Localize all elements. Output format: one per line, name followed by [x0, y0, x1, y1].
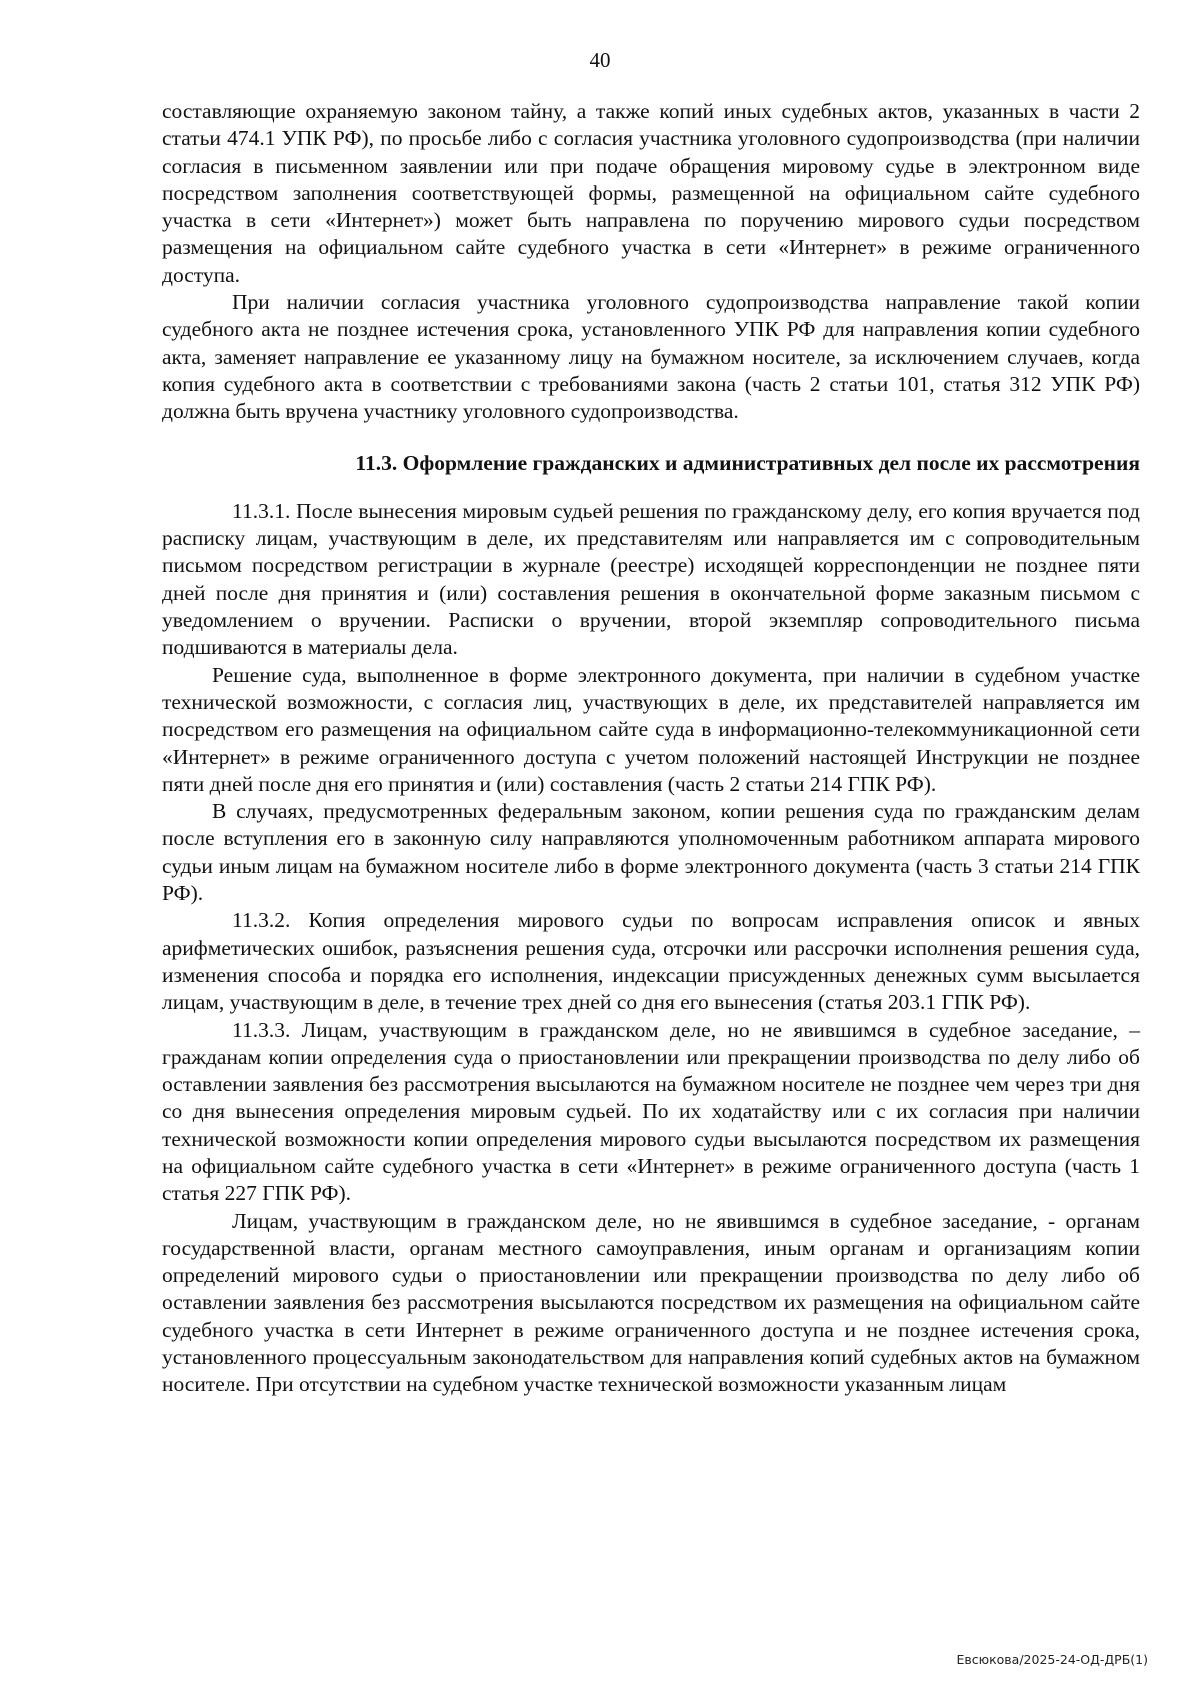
- paragraph-11-3-1: 11.3.1. После вынесения мировым судьей решения по гражданскому делу, его копия вручается под расписку лицам, участвующим в деле, их представителям или направляется им с сопроводительным письмом посредством регистрации в журнале (реестре) исходящей корреспонденции не позднее пяти дней после дня принятия и (или) составления решения в окончательной форме заказным письмом с уведомлением о вручении. Расписки о вручении, второй экземпляр сопроводительного письма подшиваются в материалы дела.: [162, 498, 1140, 660]
- section-heading-11-3: 11.3. Оформление гражданских и административных дел после их рассмотрения: [355, 450, 1140, 475]
- document-body: [162, 98, 1140, 1399]
- paragraph-authorities-copies: Лицам, участвующим в гражданском деле, но не явившимся в судебное заседание, - органам государственной власти, органам местного самоуправления, иным органам и организациям копии определений мирового судьи о приостановлении или прекращении производства по делу либо об оставлении заявления без рассмотрения высылаются посредством их размещения на официальном сайте судебного участка в сети Интернет в режиме ограниченного доступа и не позднее истечения срока, установленного процессуальным законодательством для направления копий судебных актов на бумажном носителе. При отсутствии на судебном участке технической возможности указанным лицам: [162, 1208, 1140, 1397]
- document-footer-code: Евсюкова/2025-24-ОД-ДРБ(1): [956, 1652, 1148, 1667]
- paragraph-electronic-decision: Решение суда, выполненное в форме электронного документа, при наличии в судебном участке технической возможности, с согласия лиц, участвующих в деле, их представителей направляется им посредством его размещения на официальном сайте суда в информационно-телекоммуникационной сети «Интернет» в режиме ограниченного доступа с учетом положений настоящей Инструкции не позднее пяти дней после дня его принятия и (или) составления (часть 2 статьи 214 ГПК РФ).: [162, 662, 1140, 796]
- page-number: 40: [589, 48, 611, 72]
- paragraph-federal-law-cases: В случаях, предусмотренных федеральным законом, копии решения суда по гражданским делам после вступления его в законную силу направляются уполномоченным работником аппарата мирового судьи иным лицам на бумажном носителе либо в форме электронного документа (часть 3 статьи 214 ГПК РФ).: [162, 799, 1140, 906]
- paragraph-continuation: составляющие охраняемую законом тайну, а также копий иных судебных актов, указанных в части 2 статьи 474.1 УПК РФ), по просьбе либо с согласия участника уголовного судопроизводства (при наличии согласия в письменном заявлении или при подаче обращения мировому судье в электронном виде посредством заполнения соответствующей формы, размещенной на официальном сайте судебного участка в сети «Интернет») может быть направлена по поручению мирового судьи посредством размещения на официальном сайте судебного участка в сети «Интернет» в режиме ограниченного доступа.: [162, 99, 1140, 287]
- paragraph-11-3-3: 11.3.3. Лицам, участвующим в гражданском деле, но не явившимся в судебное заседание, – гражданам копии определения суда о приостановлении или прекращении производства по делу либо об оставлении заявления без рассмотрения высылаются на бумажном носителе не позднее чем через три дня со дня вынесения определения мировым судьей. По их ходатайству или с их согласия при наличии технической возможности копии определения мирового судьи высылаются посредством их размещения на официальном сайте судебного участка в сети «Интернет» в режиме ограниченного доступа (часть 1 статья 227 ГПК РФ).: [162, 1017, 1140, 1206]
- paragraph-consent-electronic-copy: При наличии согласия участника уголовного судопроизводства направление такой копии судебного акта не позднее истечения срока, установленного УПК РФ для направления копии судебного акта, заменяет направление ее указанному лицу на бумажном носителе, за исключением случаев, когда копия судебного акта в соответствии с требованиями закона (часть 2 статьи 101, статья 312 УПК РФ) должна быть вручена участнику уголовного судопроизводства.: [162, 290, 1140, 424]
- paragraph-11-3-2: 11.3.2. Копия определения мирового судьи по вопросам исправления описок и явных арифметических ошибок, разъяснения решения суда, отсрочки или рассрочки исполнения решения суда, изменения способа и порядка его исполнения, индексации присужденных денежных сумм высылается лицам, участвующим в деле, в течение трех дней со дня его вынесения (статья 203.1 ГПК РФ).: [162, 908, 1140, 1015]
